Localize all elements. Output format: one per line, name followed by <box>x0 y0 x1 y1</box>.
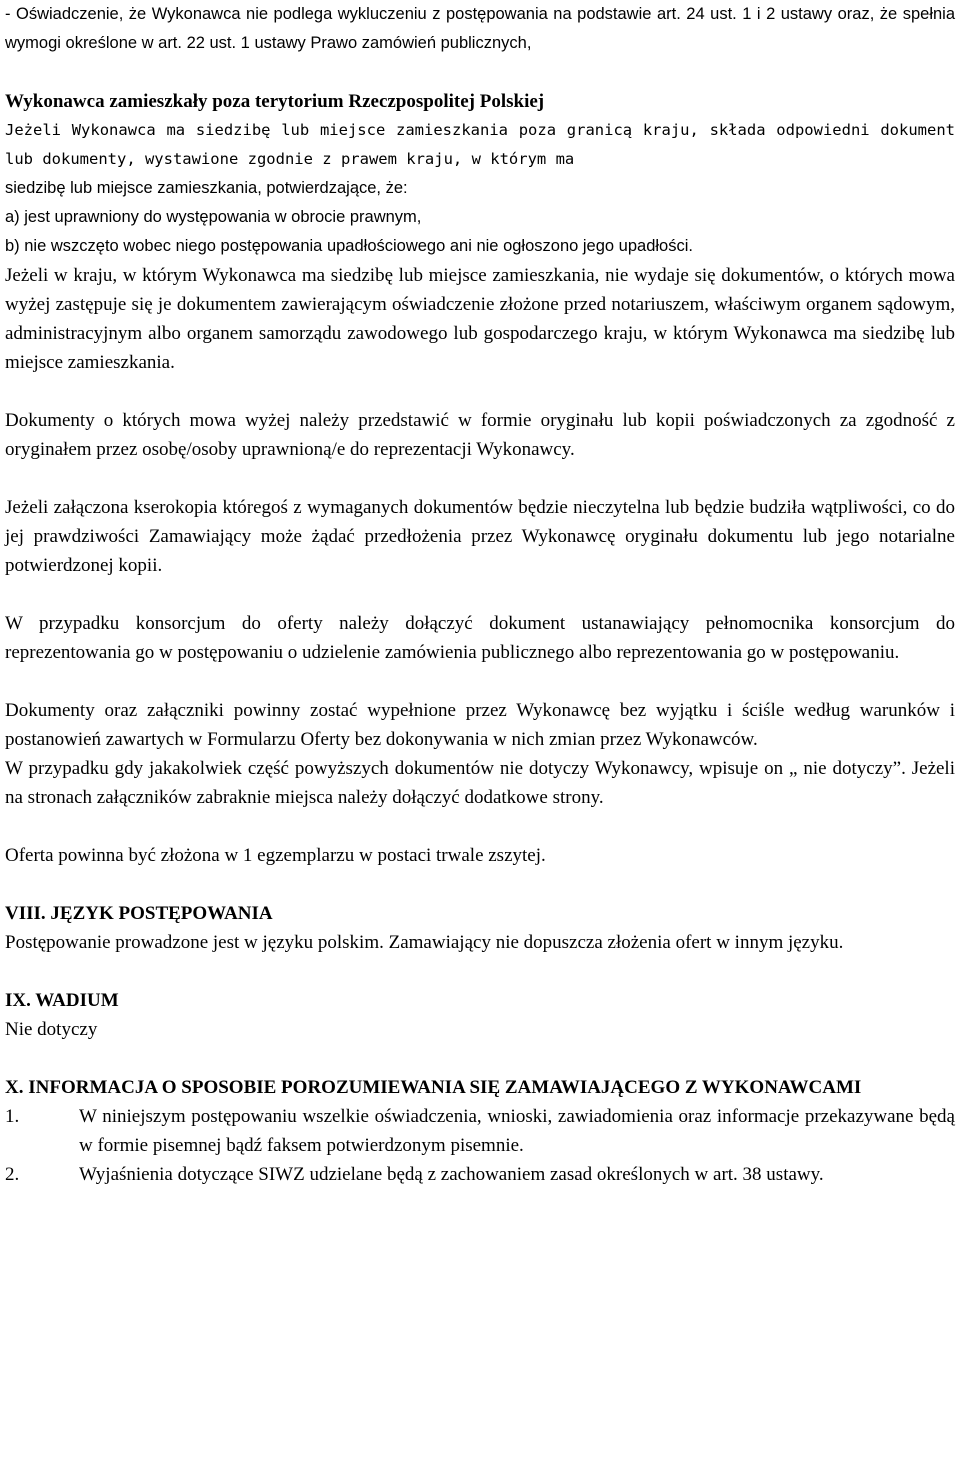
paragraph-foreign-documents: Jeżeli Wykonawca ma siedzibę lub miejsce zamieszkania poza granicą kraju, składa odpowiedni dokument lub dokumenty, wystawione zgodnie z prawem kraju, w którym ma <box>5 121 955 168</box>
list-item-number: 2. <box>5 1164 20 1185</box>
paragraph-illegible: Jeżeli załączona kserokopia któregoś z wymaganych dokumentów będzie nieczytelna lub będzie budziła wątpliwości, co do jej prawdziwości Zamawiający może żądać przedłożenia przez Wykonawcę oryginału dokumentu lub jego notarialne potwierdzonej kopii. <box>5 497 955 576</box>
section-heading-communication: X. INFORMACJA O SPOSOBIE POROZUMIEWANIA SIĘ ZAMAWIAJĄCEGO Z WYKONAWCAMI <box>5 1077 862 1098</box>
list-item-text: W niniejszym postępowaniu wszelkie oświadczenia, wnioski, zawiadomienia oraz informacje przekazywane będą w formie pisemnej bądź faksem potwierdzonym pisemnie. <box>79 1106 955 1156</box>
list-item <box>5 1160 955 1189</box>
paragraph-fill-documents: Dokumenty oraz załączniki powinny zostać wypełnione przez Wykonawcę bez wyjątku i ściśle według warunków i postanowień zawartych w Formularzu Oferty bez dokonywania w nich zmian przez Wykonawców. <box>5 700 955 750</box>
paragraph-consortium: W przypadku konsorcjum do oferty należy dołączyć dokument ustanawiający pełnomocnika konsorcjum do reprezentowania go w postępowaniu o udzielenie zamówienia publicznego albo reprezentowania go w postępowaniu. <box>5 613 955 663</box>
paragraph-copy-count: Oferta powinna być złożona w 1 egzemplarzu w postaci trwale zszytej. <box>5 845 546 866</box>
paragraph-foreign-documents-cont: siedzibę lub miejsce zamieszkania, potwierdzające, że: <box>5 179 408 197</box>
paragraph-not-applicable: W przypadku gdy jakakolwiek część powyższych dokumentów nie dotyczy Wykonawcy, wpisuje on „ nie dotyczy”. Jeżeli na stronach załączników zabraknie miejsca należy dołączyć dodatkowe strony. <box>5 758 955 808</box>
spacer <box>5 812 955 841</box>
paragraph-wadium: Nie dotyczy <box>5 1019 98 1040</box>
paragraph-foreign-notary: Jeżeli w kraju, w którym Wykonawca ma siedzibę lub miejsce zamieszkania, nie wydaje się dokumentów, o których mowa wyżej zastępuje się je dokumentem zawierającym oświadczenie złożone przed notariuszem, właściwym organem sądowym, administracyjnym albo organem samorządu zawodowego lub gospodarczego kraju, w którym Wykonawca ma siedzibę lub miejsce zamieszkania. <box>5 265 955 373</box>
paragraph-language: Postępowanie prowadzone jest w języku polskim. Zamawiający nie dopuszcza złożenia ofert w innym języku. <box>5 932 844 953</box>
spacer <box>5 58 955 87</box>
list-item-number: 1. <box>5 1106 20 1127</box>
paragraph-copies: Dokumenty o których mowa wyżej należy przedstawić w formie oryginału lub kopii poświadczonych za zgodność z oryginałem przez osobę/osoby uprawnioną/e do reprezentacji Wykonawcy. <box>5 410 955 460</box>
subheading-foreign-contractor: Wykonawca zamieszkały poza terytorium Rzeczpospolitej Polskiej <box>5 91 545 112</box>
section-heading-language: VIII. JĘZYK POSTĘPOWANIA <box>5 903 273 924</box>
section-heading-wadium: IX. WADIUM <box>5 990 119 1011</box>
spacer <box>5 957 955 986</box>
list-item-a: a) jest uprawniony do występowania w obrocie prawnym, <box>5 208 422 226</box>
spacer <box>5 377 955 406</box>
list-item-text: Wyjaśnienia dotyczące SIWZ udzielane będą z zachowaniem zasad określonych w art. 38 ustawy. <box>79 1164 824 1185</box>
spacer <box>5 580 955 609</box>
spacer <box>5 870 955 899</box>
spacer <box>5 667 955 696</box>
list-item <box>5 1102 955 1160</box>
numbered-list <box>5 1102 955 1189</box>
spacer <box>5 464 955 493</box>
list-item-b: b) nie wszczęto wobec niego postępowania upadłościowego ani nie ogłoszono jego upadłości. <box>5 237 693 255</box>
spacer <box>5 1044 955 1073</box>
paragraph-declaration: - Oświadczenie, że Wykonawca nie podlega wykluczeniu z postępowania na podstawie art. 24 ust. 1 i 2 ustawy oraz, że spełnia wymogi określone w art. 22 ust. 1 ustawy Prawo zamówień publicznych, <box>5 5 955 52</box>
